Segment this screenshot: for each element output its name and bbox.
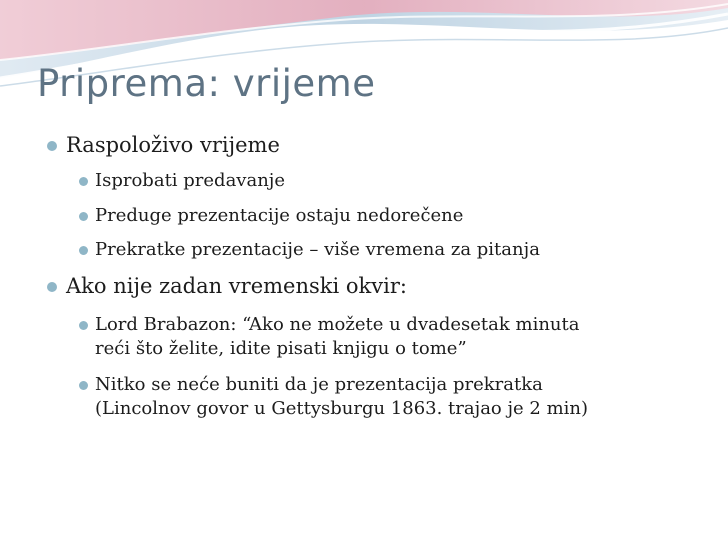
bullet-dot-icon <box>79 212 88 221</box>
bullet-dot-icon <box>79 177 88 186</box>
bullet-level2 <box>95 238 540 262</box>
bullet-text-line: Lord Brabazon: “Ako ne možete u dvadesetak minuta <box>95 314 580 335</box>
bullet-text-line: reći što želite, idite pisati knjigu o tome” <box>95 338 467 360</box>
bullet-text: Raspoloživo vrijeme <box>66 133 280 157</box>
bullet-level2 <box>95 313 580 362</box>
bullet-dot-icon <box>47 282 57 292</box>
bullet-level2 <box>95 204 463 228</box>
bullet-text: Ako nije zadan vremenski okvir: <box>66 274 407 298</box>
bullet-level1 <box>66 272 407 300</box>
bullet-dot-icon <box>79 321 88 330</box>
bullet-level1 <box>66 131 280 159</box>
bullet-text-line: Nitko se neće buniti da je prezentacija prekratka <box>95 374 543 395</box>
slide-title: Priprema: vrijeme <box>37 62 376 105</box>
bullet-text: Isprobati predavanje <box>95 170 286 191</box>
bullet-level2 <box>95 373 588 422</box>
bullet-dot-icon <box>47 141 57 151</box>
bullet-text: Preduge prezentacije ostaju nedorečene <box>95 205 464 226</box>
bullet-text: Prekratke prezentacije – više vremena za pitanja <box>95 239 540 260</box>
bullet-level2 <box>95 169 285 193</box>
bullet-dot-icon <box>79 246 88 255</box>
bullet-text-line: (Lincolnov govor u Gettysburgu 1863. trajao je 2 min) <box>95 398 589 420</box>
bullet-dot-icon <box>79 381 88 390</box>
